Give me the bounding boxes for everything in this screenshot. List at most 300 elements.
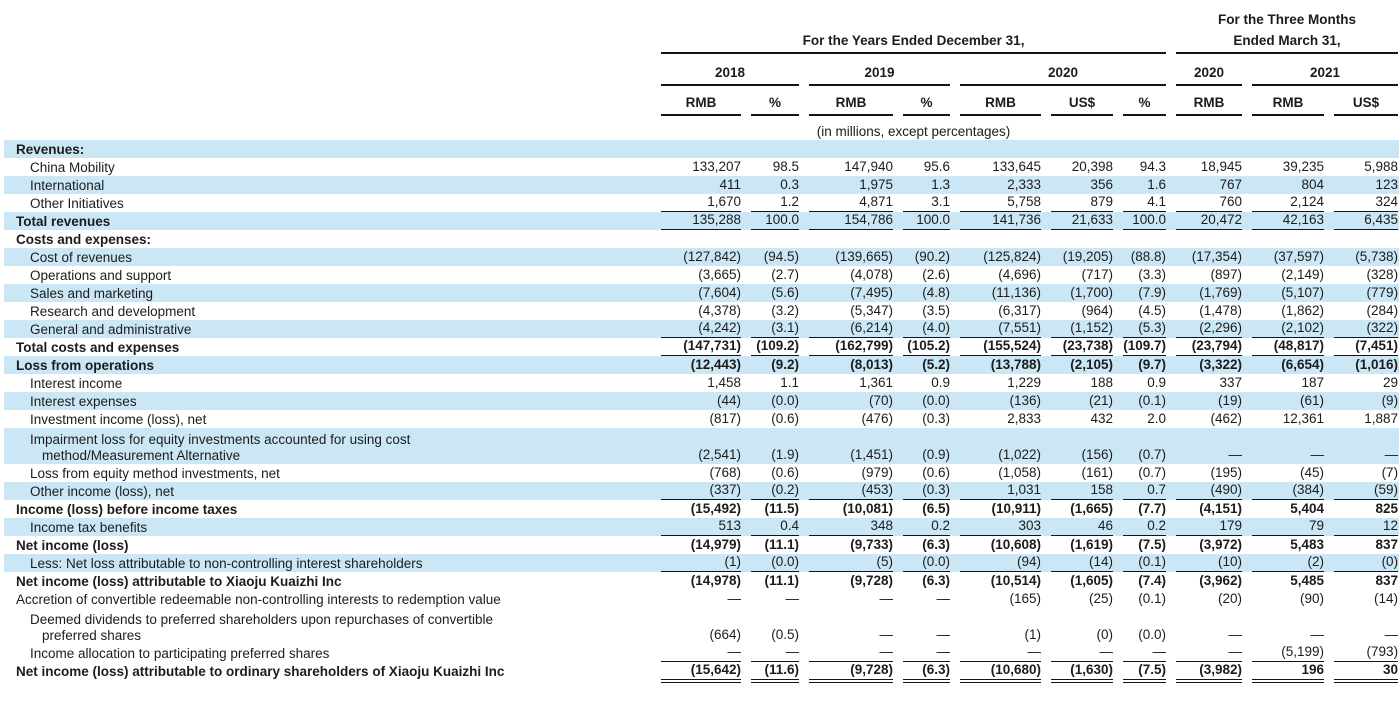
- row-label: [4, 500, 656, 518]
- cell-value: [898, 212, 955, 230]
- quarters-group-title: For the Three Months: [1218, 12, 1357, 27]
- cell-value: [1118, 374, 1171, 392]
- cell-value-text: 804: [1301, 177, 1325, 192]
- cell-value: [746, 212, 804, 230]
- cell-value-text: 46: [1051, 518, 1113, 536]
- cell-value: [656, 536, 746, 554]
- cell-value-text: (2,102): [1252, 320, 1324, 338]
- row-label-line: Net income (loss) attributable to Xiaoju Kuaizhi Inc: [16, 574, 342, 589]
- cell-value: [1046, 518, 1118, 536]
- cell-value-text: 133,645: [992, 159, 1041, 174]
- cell-value: [746, 608, 804, 644]
- cell-value-text: (0.1): [1138, 393, 1167, 408]
- cell-value-text: 188: [1090, 375, 1113, 390]
- cell-value-text: (0.5): [771, 627, 799, 642]
- cell-value-text: (1,769): [1199, 285, 1243, 300]
- cell-value-text: (7.5): [1138, 537, 1167, 552]
- table-row: [4, 266, 1399, 284]
- row-label-line: Revenues:: [16, 142, 85, 157]
- cell-value: [1171, 320, 1247, 338]
- cell-value-text: (139,665): [835, 249, 893, 264]
- cell-value-text: 1,031: [960, 482, 1041, 500]
- cell-value-text: 513: [661, 518, 741, 536]
- cell-value-text: 1,229: [1007, 375, 1041, 390]
- cell-value-text: (5): [809, 554, 893, 572]
- cell-value: [656, 176, 746, 194]
- cell-value-text: —: [960, 644, 1041, 662]
- cell-value: [955, 554, 1046, 572]
- cell-value: [1118, 320, 1171, 338]
- cell-value: [746, 320, 804, 338]
- cell-value-text: 30: [1334, 662, 1398, 680]
- cell-value-text: 5,485: [1290, 573, 1325, 588]
- cell-value-text: —: [879, 627, 893, 642]
- cell-value-text: (156): [1081, 447, 1113, 462]
- cell-value-text: (1): [661, 554, 741, 572]
- cell-value-text: 3.1: [903, 194, 950, 212]
- cell-value-text: —: [1123, 644, 1166, 662]
- cell-value: [804, 140, 898, 158]
- cell-value: [1118, 284, 1171, 302]
- row-label: [4, 536, 656, 554]
- cell-value: [898, 536, 955, 554]
- cell-value-text: (11.6): [751, 662, 799, 680]
- table-row: [4, 302, 1399, 320]
- cell-value: [746, 158, 804, 176]
- unit-label: US$: [1334, 95, 1398, 116]
- cell-value-text: —: [751, 644, 799, 662]
- cell-value: [656, 590, 746, 608]
- unit-label: RMB: [1252, 95, 1324, 116]
- cell-value: [804, 248, 898, 266]
- cell-value-text: 18,945: [1200, 159, 1243, 174]
- cell-value-text: —: [903, 644, 950, 662]
- cell-value-text: 0.7: [1123, 482, 1166, 500]
- cell-value: [1118, 482, 1171, 500]
- cell-value: [804, 572, 898, 590]
- year-header: [1247, 54, 1399, 86]
- cell-value-text: (48,817): [1252, 338, 1324, 356]
- cell-value-text: (10,081): [842, 501, 893, 516]
- cell-value: [1118, 500, 1171, 518]
- cell-value: [955, 374, 1046, 392]
- cell-value: [656, 284, 746, 302]
- spacer: [656, 4, 1171, 28]
- cell-value-text: (337): [661, 482, 741, 500]
- cell-value: [1118, 662, 1171, 680]
- cell-value-text: (147,731): [661, 338, 741, 356]
- cell-value: [898, 158, 955, 176]
- cell-value: [1329, 644, 1399, 662]
- cell-value-text: —: [936, 627, 950, 642]
- cell-value: [1329, 428, 1399, 464]
- cell-value-text: 0.9: [1147, 375, 1167, 390]
- cell-value: [1171, 338, 1247, 356]
- cell-value-text: (11.1): [764, 573, 799, 588]
- cell-value-text: (5,107): [1281, 285, 1325, 300]
- cell-value-text: (322): [1334, 320, 1398, 338]
- cell-value-text: (8,013): [850, 357, 893, 372]
- cell-value: [1247, 608, 1329, 644]
- cell-value-text: (3,665): [698, 267, 741, 282]
- table-row: [4, 158, 1399, 176]
- cell-value: [804, 644, 898, 662]
- cell-value-text: 39,235: [1282, 159, 1325, 174]
- cell-value-text: (2): [1252, 554, 1324, 572]
- cell-value: [898, 140, 955, 158]
- cell-value-text: 5,404: [1290, 501, 1325, 516]
- cell-value-text: 154,786: [809, 212, 893, 230]
- cell-value: [746, 572, 804, 590]
- cell-value-text: (3.3): [1138, 267, 1167, 282]
- cell-value: [1118, 212, 1171, 230]
- row-label-line: General and administrative: [30, 322, 192, 337]
- row-label: [4, 302, 656, 320]
- cell-value: [1247, 266, 1329, 284]
- row-label: [4, 212, 656, 230]
- cell-value: [656, 194, 746, 212]
- year-label: 2020: [1176, 65, 1242, 86]
- cell-value: [1247, 212, 1329, 230]
- cell-value-text: (155,524): [960, 338, 1041, 356]
- cell-value-text: (0.0): [771, 393, 799, 408]
- cell-value-text: (979): [861, 465, 893, 480]
- table-row: [4, 410, 1399, 428]
- cell-value: [1118, 356, 1171, 374]
- cell-value: [1247, 554, 1329, 572]
- header-row: [4, 86, 1399, 116]
- cell-value-text: 1.6: [1147, 177, 1167, 192]
- cell-value: [1118, 644, 1171, 662]
- cell-value-text: —: [1176, 644, 1242, 662]
- cell-value-text: 100.0: [751, 212, 799, 230]
- cell-value-text: 324: [1334, 194, 1398, 212]
- cell-value: [804, 392, 898, 410]
- cell-value-text: (1,058): [998, 465, 1041, 480]
- cell-value: [1247, 374, 1329, 392]
- row-label-line: Total costs and expenses: [16, 340, 180, 355]
- cell-value-text: (7): [1381, 465, 1399, 480]
- cell-value-text: (6.3): [903, 662, 950, 680]
- cell-value-text: 348: [809, 518, 893, 536]
- unit-header: [804, 86, 898, 116]
- cell-value: [955, 158, 1046, 176]
- cell-value: [1171, 284, 1247, 302]
- cell-value-text: (2.6): [922, 267, 950, 282]
- row-label-line: Net income (loss) attributable to ordinary shareholders of Xiaoju Kuaizhi Inc: [16, 664, 505, 679]
- cell-value: [746, 284, 804, 302]
- cell-value-text: 760: [1176, 194, 1242, 212]
- cell-value-text: (15,492): [690, 501, 741, 516]
- cell-value: [955, 176, 1046, 194]
- cell-value: [1171, 644, 1247, 662]
- cell-value: [898, 554, 955, 572]
- cell-value: [804, 554, 898, 572]
- table-row: [4, 356, 1399, 374]
- cell-value-text: (0.6): [922, 465, 950, 480]
- table-row: [4, 284, 1399, 302]
- cell-value-text: (13,788): [990, 357, 1041, 372]
- cell-value: [1118, 518, 1171, 536]
- cell-value-text: (2,105): [1070, 357, 1113, 372]
- cell-value: [1046, 338, 1118, 356]
- cell-value: [1046, 410, 1118, 428]
- cell-value-text: 767: [1219, 177, 1243, 192]
- cell-value: [746, 464, 804, 482]
- cell-value: [1329, 518, 1399, 536]
- row-label-line: Income tax benefits: [30, 520, 148, 535]
- cell-value: [746, 518, 804, 536]
- cell-value-text: 98.5: [772, 159, 799, 174]
- cell-value: [804, 374, 898, 392]
- table-row: [4, 482, 1399, 500]
- cell-value: [1171, 572, 1247, 590]
- cell-value: [1118, 554, 1171, 572]
- cell-value-text: (61): [1300, 393, 1325, 408]
- cell-value: [804, 662, 898, 680]
- cell-value: [1046, 356, 1118, 374]
- cell-value-text: (0.3): [903, 482, 950, 500]
- cell-value-text: (1,665): [1070, 501, 1113, 516]
- row-label: [4, 464, 656, 482]
- cell-value: [1046, 536, 1118, 554]
- cell-value: [898, 608, 955, 644]
- cell-value: [656, 410, 746, 428]
- cell-value-text: (125,824): [983, 249, 1041, 264]
- cell-value-text: (5,347): [850, 303, 893, 318]
- cell-value: [898, 662, 955, 680]
- cell-value: [656, 644, 746, 662]
- cell-value: [898, 302, 955, 320]
- unit-label: %: [1123, 95, 1166, 116]
- cell-value-text: (7.5): [1123, 662, 1166, 680]
- cell-value: [955, 536, 1046, 554]
- cell-value-text: (4.8): [922, 285, 950, 300]
- cell-value: [1171, 356, 1247, 374]
- cell-value-text: 337: [1219, 375, 1243, 390]
- cell-value-text: (5.2): [922, 357, 950, 372]
- cell-value-text: (462): [1210, 411, 1243, 426]
- cell-value: [1046, 608, 1118, 644]
- cell-value: [1171, 428, 1247, 464]
- cell-value-text: (45): [1300, 465, 1325, 480]
- cell-value: [898, 428, 955, 464]
- row-label-line: Cost of revenues: [30, 250, 133, 265]
- cell-value-text: 1,670: [661, 194, 741, 212]
- cell-value: [955, 464, 1046, 482]
- cell-value-text: 356: [1090, 177, 1113, 192]
- cell-value: [656, 320, 746, 338]
- cell-value: [898, 176, 955, 194]
- cell-value: [656, 500, 746, 518]
- cell-value-text: (6,214): [809, 320, 893, 338]
- cell-value-text: (11,136): [991, 285, 1041, 300]
- cell-value-text: 1,361: [859, 375, 893, 390]
- cell-value: [1247, 500, 1329, 518]
- table-row: [4, 644, 1399, 662]
- cell-value-text: 825: [1375, 501, 1399, 516]
- cell-value: [746, 230, 804, 248]
- cell-value-text: —: [785, 591, 799, 606]
- cell-value-text: (6.3): [922, 537, 950, 552]
- row-label-line: Income (loss) before income taxes: [16, 502, 238, 517]
- cell-value: [1171, 158, 1247, 176]
- unit-header: [1247, 86, 1329, 116]
- cell-value: [656, 212, 746, 230]
- quarters-group-title: [1171, 28, 1399, 54]
- cell-value-text: 4,871: [809, 194, 893, 212]
- unit-label: RMB: [1176, 95, 1242, 116]
- cell-value: [656, 230, 746, 248]
- cell-value: [1046, 392, 1118, 410]
- cell-value: [1247, 572, 1329, 590]
- table-row: [4, 320, 1399, 338]
- cell-value: [955, 392, 1046, 410]
- cell-value-text: (1,605): [1070, 573, 1113, 588]
- cell-value: [1329, 230, 1399, 248]
- row-label-line: Sales and marketing: [30, 286, 154, 301]
- cell-value-text: (328): [1366, 267, 1399, 282]
- cell-value-text: (161): [1081, 465, 1113, 480]
- cell-value: [1118, 194, 1171, 212]
- cell-value-text: (9,728): [850, 573, 893, 588]
- cell-value: [1171, 392, 1247, 410]
- cell-value-text: (17,354): [1191, 249, 1243, 264]
- cell-value: [746, 194, 804, 212]
- cell-value: [1118, 302, 1171, 320]
- cell-value: [1171, 500, 1247, 518]
- cell-value: [1247, 410, 1329, 428]
- cell-value: [656, 554, 746, 572]
- cell-value-text: (195): [1210, 465, 1243, 480]
- cell-value-text: (37,597): [1273, 249, 1325, 264]
- table-row: [4, 608, 1399, 644]
- cell-value-text: (7,551): [960, 320, 1041, 338]
- header-row: [4, 28, 1399, 54]
- cell-value: [1329, 212, 1399, 230]
- cell-value: [1329, 140, 1399, 158]
- cell-value-text: 79: [1252, 518, 1324, 536]
- cell-value-text: (7,451): [1334, 338, 1398, 356]
- cell-value-text: 1,975: [859, 177, 893, 192]
- cell-value-text: (11.5): [764, 501, 799, 516]
- cell-value-text: —: [936, 591, 950, 606]
- cell-value: [746, 590, 804, 608]
- cell-value-text: (897): [1210, 267, 1243, 282]
- cell-value-text: 0.2: [1123, 518, 1166, 536]
- unit-header: [955, 86, 1046, 116]
- cell-value-text: (14,979): [690, 537, 741, 552]
- table-row: [4, 140, 1399, 158]
- units-note: (in millions, except percentages): [816, 124, 1011, 139]
- cell-value-text: (11.1): [764, 537, 799, 552]
- row-label: [4, 554, 656, 572]
- cell-value-text: (127,842): [683, 249, 741, 264]
- cell-value: [1046, 500, 1118, 518]
- row-label-line: Operations and support: [30, 268, 172, 283]
- cell-value-text: 1.2: [751, 194, 799, 212]
- cell-value-text: 12: [1334, 518, 1398, 536]
- cell-value: [656, 428, 746, 464]
- cell-value: [898, 320, 955, 338]
- cell-value-text: (3.5): [922, 303, 950, 318]
- cell-value: [1046, 176, 1118, 194]
- cell-value-text: (1,016): [1355, 357, 1399, 372]
- cell-value: [955, 338, 1046, 356]
- cell-value-text: (4.5): [1138, 303, 1167, 318]
- row-label: [4, 518, 656, 536]
- cell-value-text: (0.9): [922, 447, 950, 462]
- row-label-line: Income allocation to participating preferred shares: [30, 646, 330, 661]
- cell-value: [1046, 464, 1118, 482]
- cell-value: [746, 644, 804, 662]
- cell-value: [656, 482, 746, 500]
- years-group-title: [656, 28, 1171, 54]
- row-label-line: International: [30, 178, 105, 193]
- cell-value-text: 94.3: [1139, 159, 1167, 174]
- cell-value: [804, 500, 898, 518]
- cell-value: [1171, 590, 1247, 608]
- cell-value-text: (44): [716, 393, 741, 408]
- cell-value: [1046, 212, 1118, 230]
- year-label: 2020: [960, 65, 1166, 86]
- row-label-line: Loss from equity method investments, net: [30, 466, 280, 481]
- row-label: [4, 572, 656, 590]
- cell-value-text: (817): [709, 411, 741, 426]
- cell-value-text: (90): [1300, 591, 1325, 606]
- cell-value-text: (6,317): [998, 303, 1041, 318]
- cell-value-text: (59): [1334, 482, 1398, 500]
- cell-value: [1247, 140, 1329, 158]
- cell-value-text: (2,149): [1281, 267, 1325, 282]
- cell-value-text: (964): [1081, 303, 1113, 318]
- cell-value: [1171, 410, 1247, 428]
- cell-value: [804, 464, 898, 482]
- cell-value-text: (0.7): [1138, 447, 1167, 462]
- cell-value: [804, 338, 898, 356]
- cell-value-text: 1,458: [707, 375, 741, 390]
- cell-value-text: (6.3): [922, 573, 950, 588]
- cell-value: [746, 338, 804, 356]
- cell-value-text: 133,207: [692, 159, 741, 174]
- cell-value: [1247, 590, 1329, 608]
- row-label: [4, 158, 656, 176]
- cell-value: [656, 374, 746, 392]
- cell-value-text: (1,630): [1051, 662, 1113, 680]
- years-group-label: For the Years Ended December 31,: [661, 33, 1166, 54]
- cell-value-text: (2,541): [698, 447, 741, 462]
- row-label: [4, 230, 656, 248]
- row-label-line: Less: Net loss attributable to non-controlling interest shareholders: [30, 556, 423, 571]
- cell-value: [1118, 428, 1171, 464]
- row-label-line: Net income (loss): [16, 538, 129, 553]
- unit-header: [1118, 86, 1171, 116]
- cell-value: [955, 320, 1046, 338]
- row-label: [4, 644, 656, 662]
- cell-value: [1046, 230, 1118, 248]
- cell-value: [1329, 500, 1399, 518]
- cell-value: [804, 212, 898, 230]
- cell-value: [898, 500, 955, 518]
- cell-value: [1046, 320, 1118, 338]
- cell-value: [1046, 482, 1118, 500]
- cell-value: [1247, 518, 1329, 536]
- cell-value: [804, 284, 898, 302]
- cell-value: [656, 518, 746, 536]
- cell-value: [1329, 338, 1399, 356]
- table-row: [4, 572, 1399, 590]
- cell-value-text: (0.1): [1123, 554, 1166, 572]
